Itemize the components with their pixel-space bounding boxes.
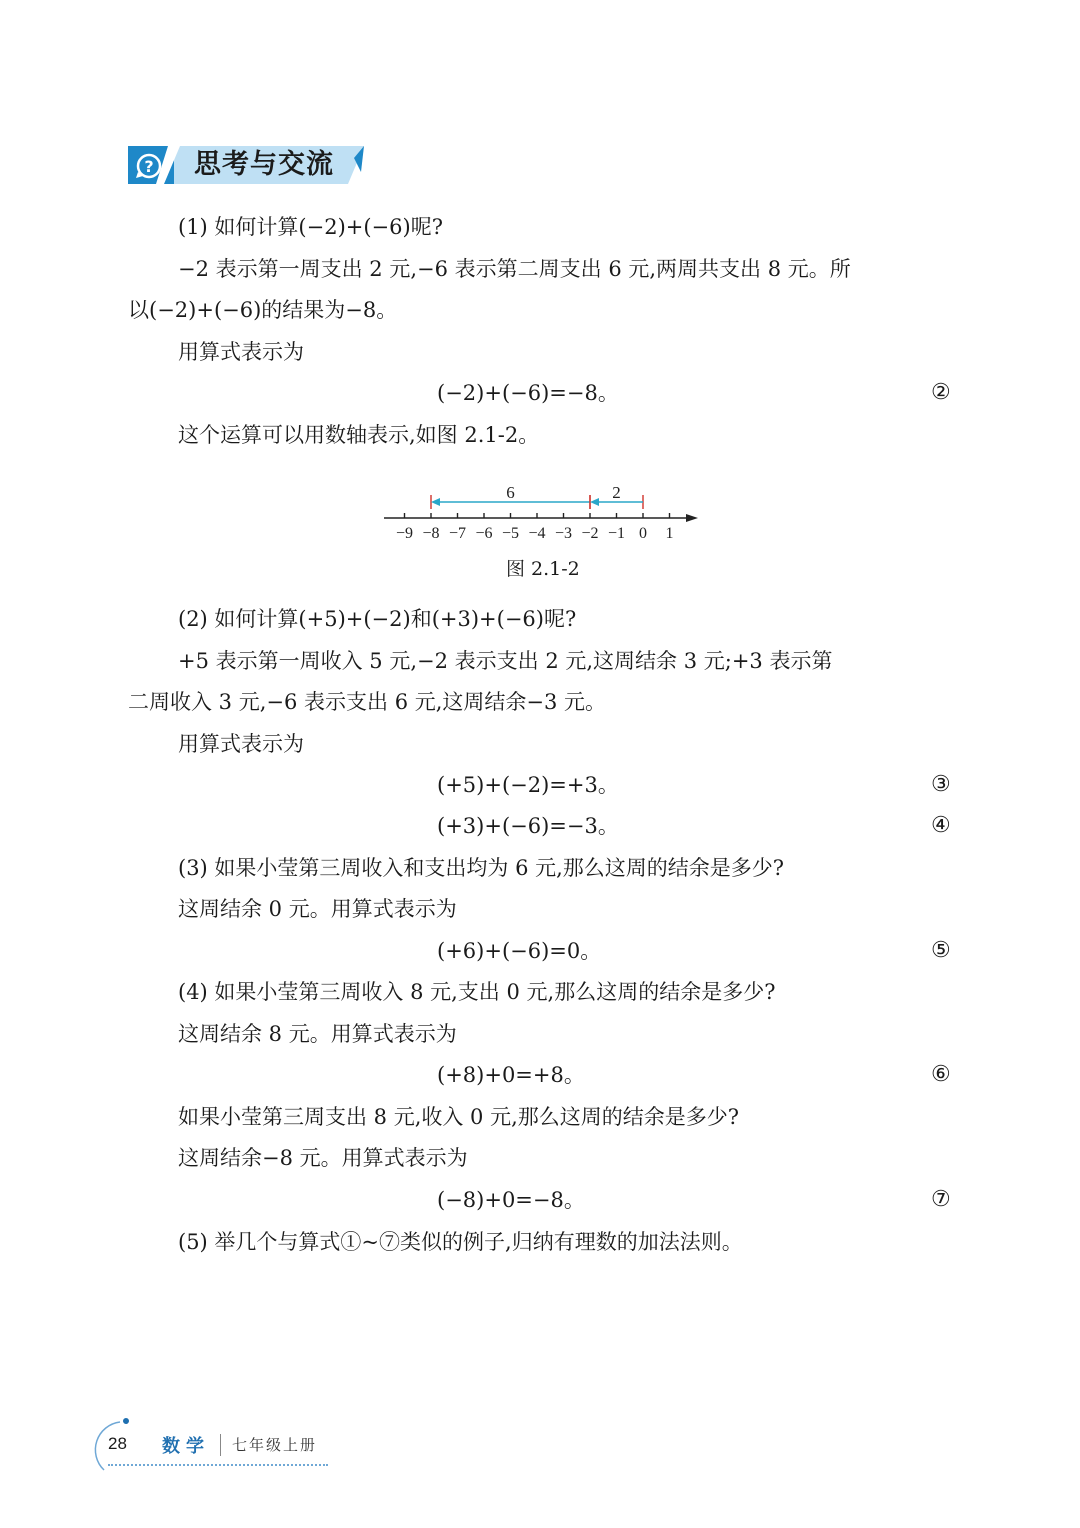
- equation-number: ⑤: [931, 938, 951, 963]
- equation-5: (+6)+(−6)=0。: [437, 939, 602, 963]
- paragraph: 这周结余−8 元。用算式表示为: [178, 1146, 468, 1170]
- equation-4: (+3)+(−6)=−3。: [437, 814, 619, 838]
- tick-label: −6: [475, 525, 493, 542]
- footer-dotted-rule: [108, 1464, 328, 1466]
- tick-label: −2: [581, 525, 599, 542]
- paragraph: 以(−2)+(−6)的结果为−8。: [128, 298, 398, 322]
- number-line-figure: [380, 480, 700, 550]
- arrow-head: [431, 498, 440, 506]
- equation-3: (+5)+(−2)=+3。: [437, 773, 619, 797]
- paragraph: 如果小莹第三周支出 8 元,收入 0 元,那么这周的结余是多少?: [178, 1105, 740, 1129]
- paragraph: −2 表示第一周支出 2 元,−6 表示第二周支出 6 元,两周共支出 8 元。所: [178, 257, 851, 281]
- figure-caption: 图 2.1-2: [506, 558, 580, 580]
- paragraph: 用算式表示为: [178, 732, 304, 756]
- axis-arrowhead: [686, 514, 698, 522]
- paragraph: 这个运算可以用数轴表示,如图 2.1-2。: [178, 423, 540, 447]
- footer-divider: [220, 1434, 221, 1456]
- arrow-label: 6: [506, 483, 515, 502]
- tick-label: −5: [501, 525, 520, 542]
- grade-label: 七年级上册: [232, 1436, 318, 1454]
- equation-number: ⑦: [931, 1187, 951, 1212]
- equation-2: (−2)+(−6)=−8。: [437, 381, 619, 405]
- tick-label: −9: [395, 525, 414, 542]
- tick-label: −1: [607, 525, 626, 542]
- equation-number: ③: [931, 772, 951, 797]
- tick-label: −7: [448, 525, 467, 542]
- equation-6: (+8)+0=+8。: [437, 1063, 585, 1087]
- question-cycle-icon: [134, 152, 164, 182]
- svg-text:?: ?: [144, 157, 154, 176]
- page-number: 28: [108, 1434, 127, 1453]
- page-footer: [90, 1412, 340, 1472]
- equation-number: ②: [931, 380, 951, 405]
- subject-label: 数学: [162, 1436, 210, 1457]
- paragraph: 二周收入 3 元,−6 表示支出 6 元,这周结余−3 元。: [128, 690, 607, 714]
- paragraph: 这周结余 8 元。用算式表示为: [178, 1022, 457, 1046]
- equation-number: ④: [931, 813, 951, 838]
- arrow-label: 2: [612, 483, 621, 502]
- question-4: (4) 如果小莹第三周收入 8 元,支出 0 元,那么这周的结余是多少?: [178, 980, 776, 1004]
- section-banner: [128, 144, 368, 186]
- arrow-head: [590, 498, 599, 506]
- tick-label: 1: [665, 525, 674, 542]
- tick-label: −4: [528, 525, 546, 542]
- tick-label: 0: [639, 525, 647, 542]
- paragraph: 用算式表示为: [178, 340, 304, 364]
- section-title: 思考与交流: [194, 149, 334, 180]
- question-3: (3) 如果小莹第三周收入和支出均为 6 元,那么这周的结余是多少?: [178, 856, 785, 880]
- paragraph: +5 表示第一周收入 5 元,−2 表示支出 2 元,这周结余 3 元;+3 表示第: [178, 649, 833, 673]
- tick-label: −3: [554, 525, 573, 542]
- question-5: (5) 举几个与算式①~⑦类似的例子,归纳有理数的加法法则。: [178, 1230, 743, 1254]
- question-1: (1) 如何计算(−2)+(−6)呢?: [178, 215, 443, 239]
- equation-7: (−8)+0=−8。: [437, 1188, 585, 1212]
- equation-number: ⑥: [931, 1062, 951, 1087]
- paragraph: 这周结余 0 元。用算式表示为: [178, 897, 457, 921]
- tick-label: −8: [422, 525, 440, 542]
- question-2: (2) 如何计算(+5)+(−2)和(+3)+(−6)呢?: [178, 607, 577, 631]
